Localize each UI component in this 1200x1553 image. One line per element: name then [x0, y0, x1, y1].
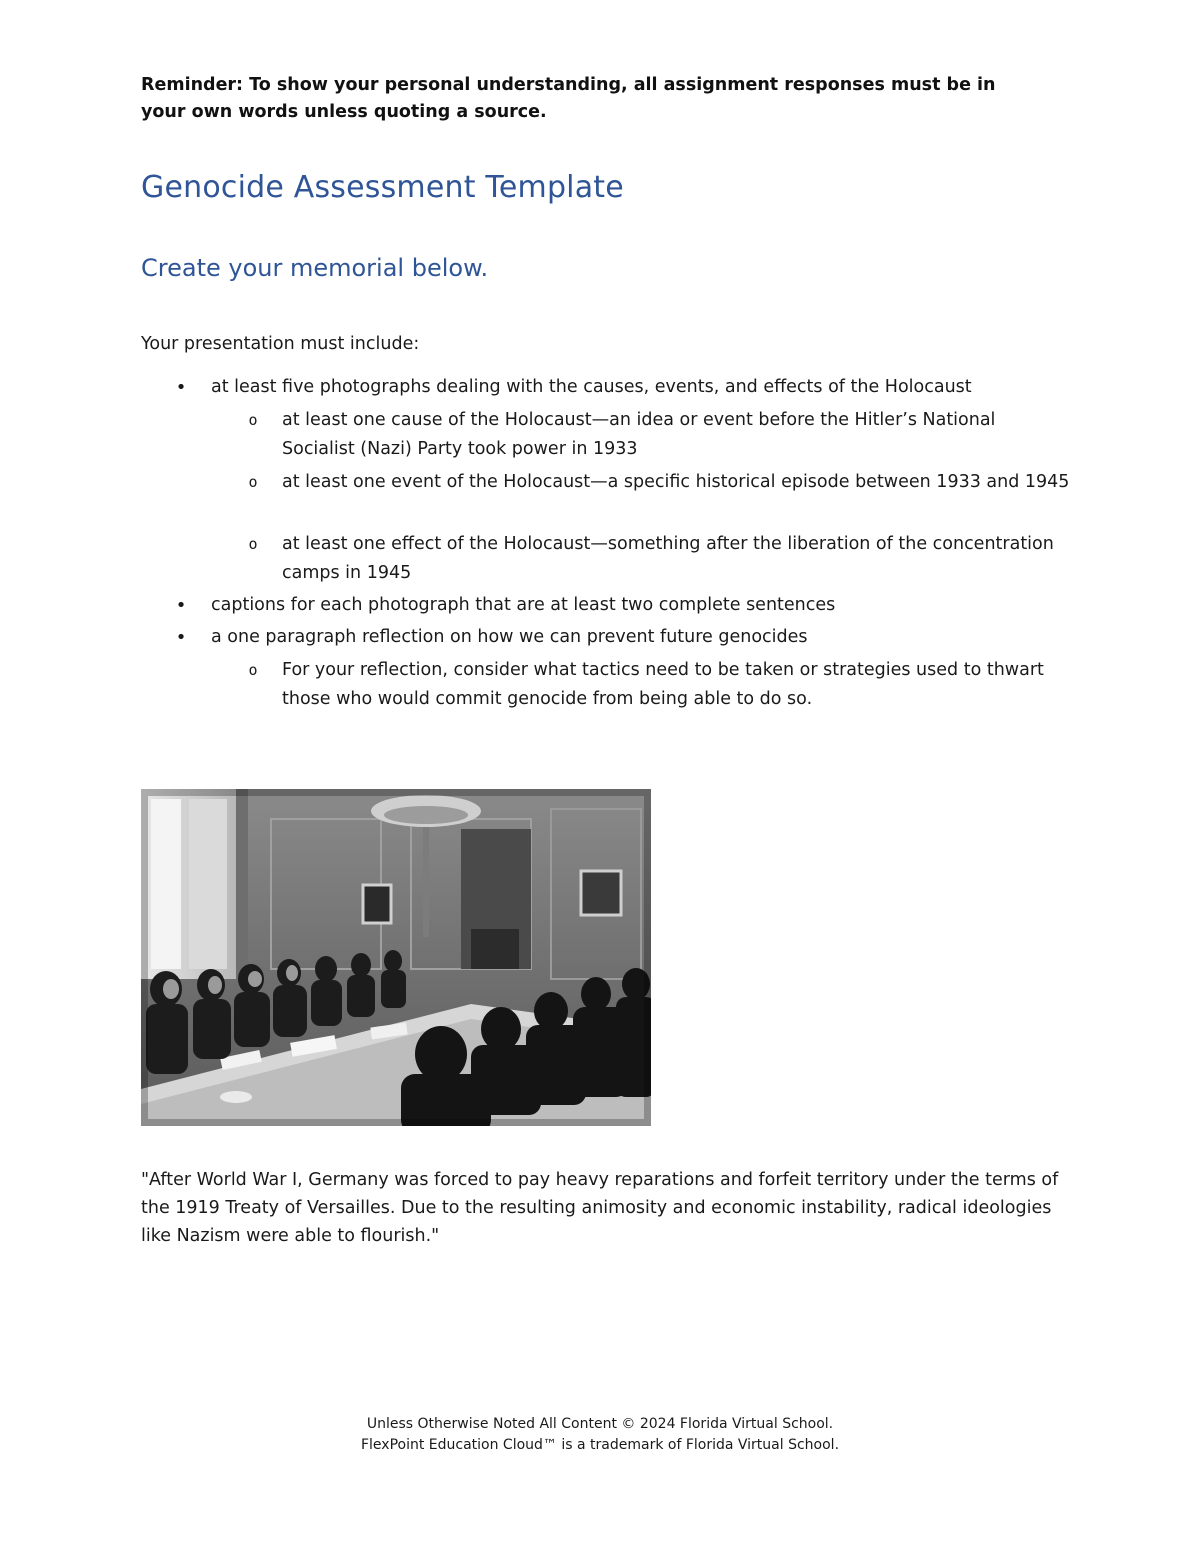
requirement-subitem: at least one cause of the Holocaust—an idea or event before the Hitler’s National Socialist (Nazi) Party took power in 1933 — [282, 410, 996, 459]
requirements-intro: Your presentation must include: — [141, 334, 420, 354]
sub-bullet-icon: o — [248, 535, 258, 553]
requirement-subitem: at least one effect of the Holocaust—something after the liberation of the concentration camps in 1945 — [282, 534, 1054, 583]
sub-bullet-icon: o — [248, 473, 258, 491]
requirement-item: at least five photographs dealing with the causes, events, and effects of the Holocaust — [211, 377, 972, 397]
requirement-subitem: For your reflection, consider what tactics need to be taken or strategies used to thwart those who would commit genocide from being able to do so. — [282, 660, 1044, 709]
treaty-photograph — [141, 789, 651, 1126]
requirement-item: captions for each photograph that are at least two complete sentences — [211, 595, 836, 615]
reminder-note: Reminder: To show your personal understanding, all assignment responses must be in your own words unless quoting a source. — [141, 75, 996, 122]
sub-bullet-icon: o — [248, 411, 258, 429]
sub-bullet-icon: o — [248, 661, 258, 679]
photo-caption: "After World War I, Germany was forced to pay heavy reparations and forfeit territory under the terms of the 1919 Treaty of Versailles. Due to the resulting animosity and economic instability, radical ideologies like Nazism were able to flourish." — [141, 1170, 1059, 1246]
bullet-icon: • — [175, 377, 187, 398]
page-title: Genocide Assessment Template — [141, 170, 624, 205]
bullet-icon: • — [175, 627, 187, 648]
section-heading: Create your memorial below. — [141, 254, 489, 282]
page-footer — [0, 1414, 1200, 1456]
copyright-line: Unless Otherwise Noted All Content © 2024 Florida Virtual School. — [366, 1416, 834, 1432]
bullet-icon: • — [175, 595, 187, 616]
requirement-subitem: at least one event of the Holocaust—a specific historical episode between 1933 and 1945 — [282, 472, 1070, 492]
trademark-line: FlexPoint Education Cloud™ is a trademark of Florida Virtual School. — [360, 1437, 840, 1453]
requirement-item: a one paragraph reflection on how we can prevent future genocides — [211, 627, 808, 647]
